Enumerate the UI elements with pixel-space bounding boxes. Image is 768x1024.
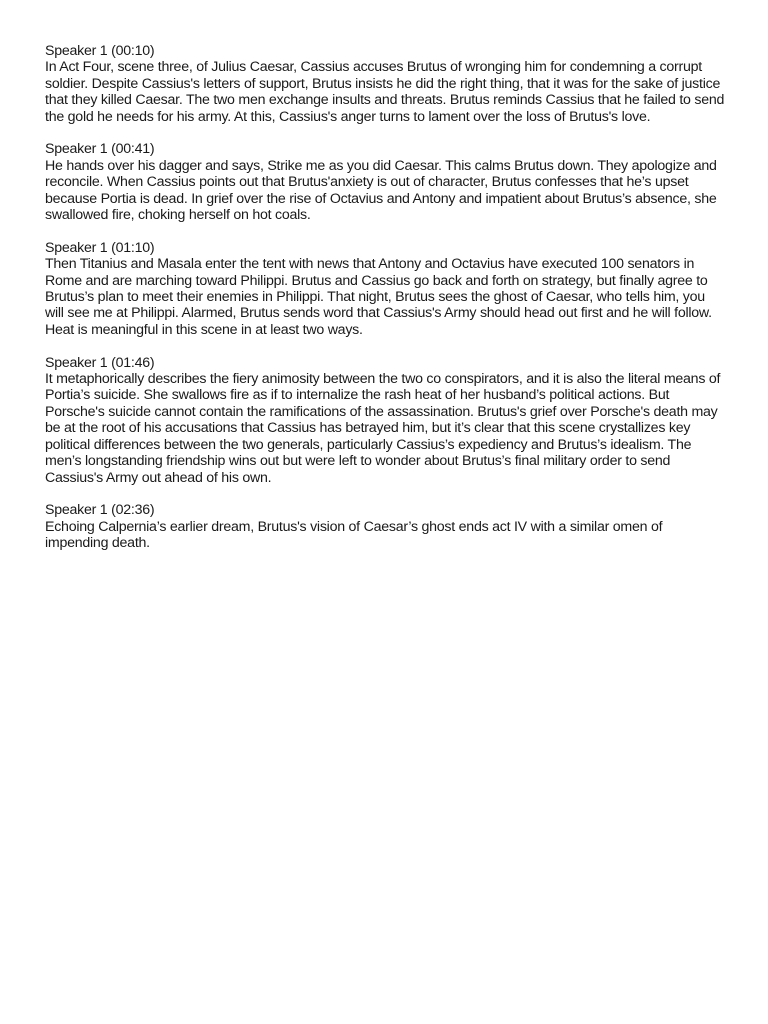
- speaker-timestamp: Speaker 1 (01:10): [45, 239, 155, 256]
- speaker-timestamp: Speaker 1 (02:36): [45, 502, 155, 519]
- segment-text: Echoing Calpernia’s earlier dream, Brutus's vision of Caesar’s ghost ends act IV with a similar omen of impending death.: [45, 518, 663, 552]
- transcript-segment: [45, 240, 727, 338]
- segment-text: Then Titanius and Masala enter the tent with news that Antony and Octavius have executed 100 senators in Rome and are marching toward Philippi. Brutus and Cassius go back and forth on strategy, but finally agree to Brutus’s plan to meet their enemies in Philippi. That night, Brutus sees the ghost of Caesar, who tells him, you will see me at Philippi. Alarmed, Brutus sends word that Cassius's Army should head out first and he will follow. Heat is meaningful in this scene in at least two ways.: [45, 256, 712, 338]
- speaker-timestamp: Speaker 1 (00:41): [45, 141, 155, 158]
- transcript-segment: [45, 355, 727, 486]
- transcript: [45, 43, 727, 568]
- segment-text: He hands over his dagger and says, Strike me as you did Caesar. This calms Brutus down. They apologize and reconcile. When Cassius points out that Brutus'anxiety is out of character, Brutus confesses that he’s upset because Portia is dead. In grief over the rise of Octavius and Antony and impatient about Brutus’s absence, she swallowed fire, choking herself on hot coals.: [45, 157, 717, 224]
- segment-text: In Act Four, scene three, of Julius Caesar, Cassius accuses Brutus of wronging him for condemning a corrupt soldier. Despite Cassius's letters of support, Brutus insists he did the right thing, that it was for the sake of justice that they killed Caesar. The two men exchange insults and threats. Brutus reminds Cassius that he failed to send the gold he needs for his army. At this, Cassius's anger turns to lament over the loss of Brutus's love.: [45, 59, 725, 125]
- speaker-timestamp: Speaker 1 (01:46): [45, 354, 155, 371]
- speaker-timestamp: Speaker 1 (00:10): [45, 43, 155, 59]
- transcript-segment: [45, 43, 727, 125]
- transcript-segment: [45, 141, 727, 223]
- transcript-segment: [45, 502, 727, 551]
- segment-text: It metaphorically describes the fiery animosity between the two co conspirators, and it is also the literal means of Portia’s suicide. She swallows fire as if to internalize the rash heat of her husband’s political actions. But Porsche's suicide cannot contain the ramifications of the assassination. Brutus's grief over Porsche's death may be at the root of his accusations that Cassius has betrayed him, but it’s clear that this scene crystallizes key political differences between the two generals, particularly Cassius’s expediency and Brutus’s idealism. The men’s longstanding friendship wins out but were left to wonder about Brutus’s final military order to send Cassius's Army out ahead of his own.: [45, 371, 721, 486]
